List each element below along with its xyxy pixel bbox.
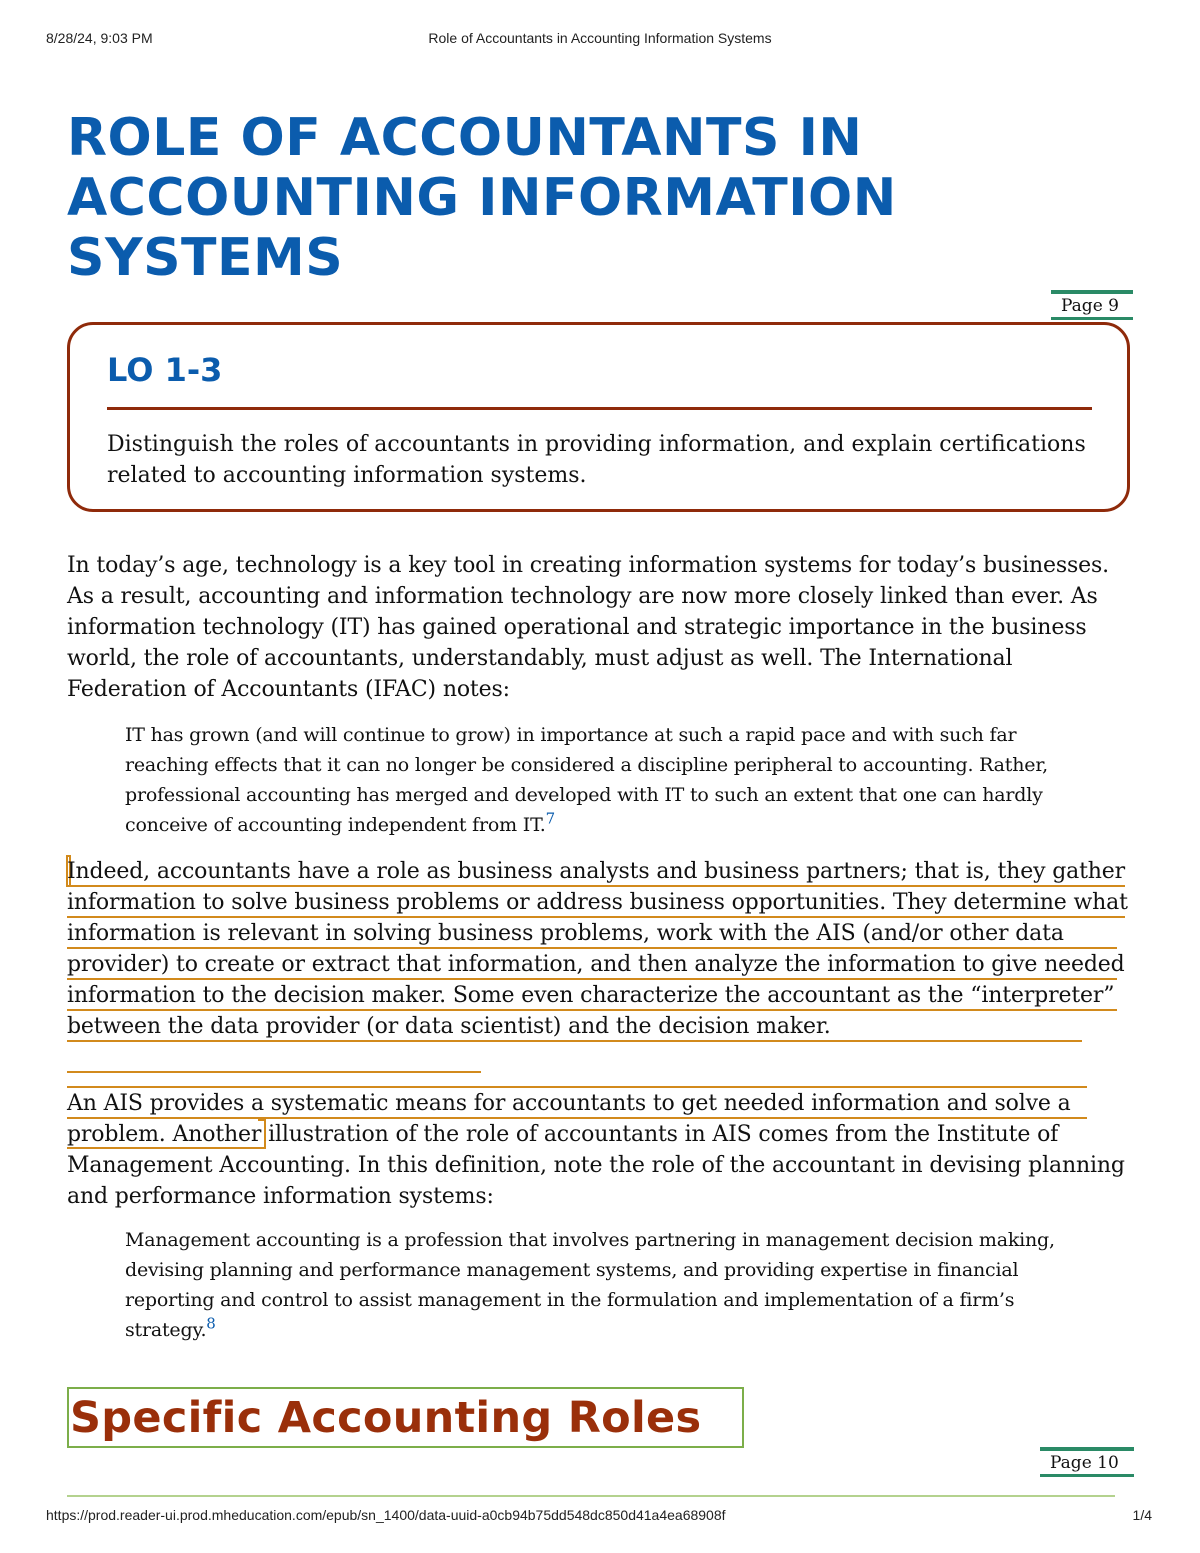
ima-quote-text: Management accounting is a profession that involves partnering in management decision making, devising planning and performance management systems, and providing expertise in financial reporting and control to assist management in the formulation and implementation of a firm’s strategy. bbox=[125, 1229, 1055, 1341]
learning-objective-code: LO 1-3 bbox=[107, 351, 223, 389]
learning-objective-divider bbox=[107, 407, 1092, 410]
print-datetime: 8/28/24, 9:03 PM bbox=[46, 30, 153, 46]
page-marker-10: Page 10 bbox=[1040, 1447, 1134, 1477]
ima-quote bbox=[125, 1225, 1085, 1345]
highlight-underline bbox=[67, 1071, 481, 1073]
chapter-title: ROLE OF ACCOUNTANTS IN ACCOUNTING INFORMATION SYSTEMS bbox=[67, 108, 897, 288]
page-bottom-divider bbox=[67, 1495, 1115, 1497]
section-heading: Specific Accounting Roles bbox=[70, 1393, 702, 1443]
ifac-quote-text: IT has grown (and will continue to grow) in importance at such a rapid pace and with such far reaching effects that it can no longer be considered a discipline peripheral to accounting. Rather, professional accounting has merged and developed with IT to such an extent that one can hardly conceive of accounting independent from IT. bbox=[125, 724, 1048, 836]
print-page-counter: 1/4 bbox=[1132, 1507, 1152, 1523]
footnote-link-8[interactable]: 8 bbox=[206, 1314, 216, 1333]
footnote-link-7[interactable]: 7 bbox=[545, 809, 555, 828]
ifac-quote bbox=[125, 720, 1085, 840]
page-marker-9: Page 9 bbox=[1051, 290, 1133, 320]
print-url: https://prod.reader-ui.prod.mheducation.com/epub/sn_1400/data-uuid-a0cb94b75dd548dc850d41a4ea68908f bbox=[46, 1507, 726, 1523]
intro-paragraph: In today’s age, technology is a key tool in creating information systems for today’s businesses. As a result, accounting and information technology are now more closely linked than ever. As information technology (IT) has gained operational and strategic importance in the business world, the role of accountants, understandably, must adjust as well. The International Federation of Accountants (IFAC) notes: bbox=[67, 553, 1109, 702]
print-doc-title: Role of Accountants in Accounting Information Systems bbox=[428, 30, 772, 46]
accountant-role-paragraph: Indeed, accountants have a role as business analysts and business partners; that is, they gather information to solve business problems or address business opportunities. They determine what information is relevant in solving business problems, work with the AIS (and/or other data provider) to create or extract that information, and then analyze the information to give needed information to the decision maker. Some even characterize the accountant as the “interpreter” between the data provider (or data scientist) and the decision maker. bbox=[67, 859, 1128, 1039]
ais-paragraph-highlighted-text: An AIS provides a systematic means for accountants to get needed information and solve a problem bbox=[67, 1091, 1071, 1147]
ais-paragraph-text: . Another illustration of the role of accountants in AIS comes from the Institute of Management Accounting. In this definition, note the role of the accountant in devising planning and performance information systems: bbox=[67, 1122, 1125, 1209]
ais-paragraph bbox=[67, 1088, 1137, 1212]
learning-objective-text: Distinguish the roles of accountants in providing information, and explain certifications related to accounting information systems. bbox=[107, 432, 1086, 488]
learning-objective-box bbox=[67, 322, 1130, 512]
